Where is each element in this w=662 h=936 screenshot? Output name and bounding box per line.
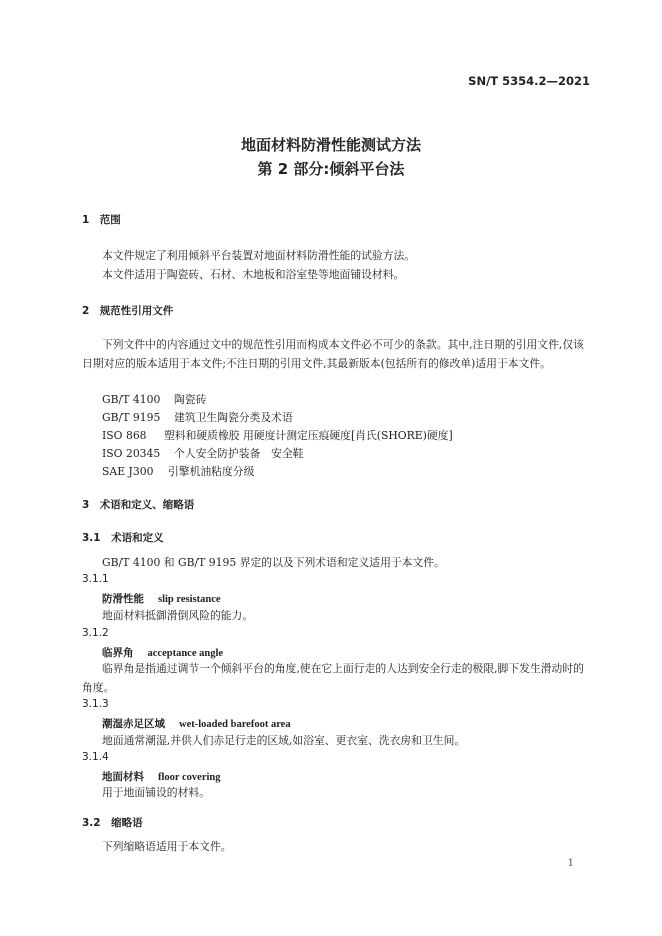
reference-code: ISO 868 — [102, 429, 147, 442]
reference-code: GB/T 9195 — [102, 411, 161, 424]
term-definition: 地面材料抵御滑倒风险的能力。 — [102, 609, 254, 622]
section-3-2-paragraph: 下列缩略语适用于本文件。 — [102, 840, 232, 853]
section-2-paragraph: 下列文件中的内容通过文中的规范性引用而构成本文件必不可少的条款。其中,注日期的引用文件,仅该日期对应的版本适用于本文件;不注日期的引用文件,其最新版本(包括所有的修改单)适用于本文件。 — [82, 338, 584, 370]
term-en: wet-loaded barefoot area — [179, 719, 291, 730]
section-3-1-heading: 3.1 术语和定义 — [82, 532, 164, 544]
term-number: 3.1.1 — [82, 573, 109, 585]
term-entry — [102, 769, 221, 784]
term-definition: 临界角是指通过调节一个倾斜平台的角度,使在它上面行走的人达到安全行走的极限,脚下发生滑动时的角度。 — [82, 662, 584, 694]
document-title: 地面材料防滑性能测试方法 — [240, 136, 421, 154]
reference-title: 建筑卫生陶瓷分类及术语 — [174, 411, 293, 424]
term-en: floor covering — [158, 772, 221, 783]
term-entry — [102, 591, 221, 606]
reference-item — [102, 446, 304, 461]
term-definition: 用于地面铺设的材料。 — [102, 786, 210, 799]
reference-item — [102, 392, 206, 407]
reference-item — [102, 428, 453, 443]
reference-code: SAE J300 — [102, 465, 154, 478]
reference-code: GB/T 4100 — [102, 393, 161, 406]
reference-item — [102, 464, 254, 479]
section-1-paragraph: 本文件适用于陶瓷砖、石材、木地板和浴室垫等地面铺设材料。 — [102, 268, 405, 281]
reference-title: 个人安全防护装备 安全鞋 — [174, 447, 304, 460]
term-number: 3.1.3 — [82, 698, 109, 710]
section-3-1-paragraph: GB/T 4100 和 GB/T 9195 界定的以及下列术语和定义适用于本文件。 — [102, 556, 445, 569]
standard-number: SN/T 5354.2—2021 — [468, 74, 590, 88]
term-entry — [102, 716, 291, 731]
reference-title: 陶瓷砖 — [174, 393, 207, 406]
reference-code: ISO 20345 — [102, 447, 161, 460]
term-cn: 临界角 — [102, 647, 134, 659]
term-cn: 防滑性能 — [102, 593, 144, 605]
term-entry — [102, 645, 223, 660]
reference-title: 引擎机油粘度分级 — [168, 465, 255, 478]
reference-title: 塑料和硬质橡胶 用硬度计测定压痕硬度[肖氏(SHORE)硬度] — [164, 429, 453, 442]
section-3-heading: 3 术语和定义、缩略语 — [82, 499, 195, 511]
reference-item — [102, 410, 293, 425]
page-number: 1 — [567, 858, 574, 869]
term-en: slip resistance — [158, 594, 221, 605]
section-3-2-heading: 3.2 缩略语 — [82, 817, 143, 829]
section-2-heading: 2 规范性引用文件 — [82, 305, 174, 317]
term-number: 3.1.2 — [82, 627, 109, 639]
term-cn: 地面材料 — [102, 771, 144, 783]
term-number: 3.1.4 — [82, 751, 109, 763]
section-1-heading: 1 范围 — [82, 214, 121, 226]
term-cn: 潮湿赤足区域 — [102, 718, 165, 730]
section-1-paragraph: 本文件规定了利用倾斜平台装置对地面材料防滑性能的试验方法。 — [102, 249, 416, 262]
document-subtitle: 第 2 部分:倾斜平台法 — [257, 160, 405, 178]
term-definition: 地面通常潮湿,并供人们赤足行走的区域,如浴室、更衣室、洗衣房和卫生间。 — [102, 734, 466, 747]
term-en: acceptance angle — [147, 648, 224, 659]
